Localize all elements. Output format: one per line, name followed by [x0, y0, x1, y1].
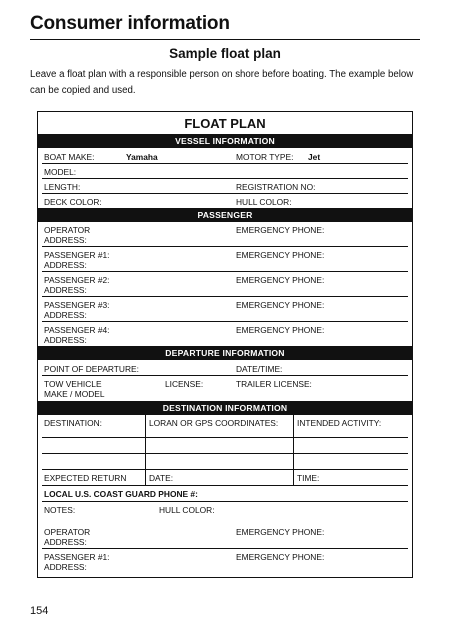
form-line — [42, 296, 408, 297]
second-operator-address-label: ADDRESS: — [44, 537, 87, 547]
notes-label: NOTES: — [44, 505, 76, 515]
table-divider — [145, 415, 146, 486]
form-line — [42, 453, 408, 454]
second-operator-emergency-label: EMERGENCY PHONE: — [236, 527, 325, 537]
hull-color-label: HULL COLOR: — [236, 197, 292, 207]
return-date-label: DATE: — [149, 473, 174, 483]
second-passenger-1-address-label: ADDRESS: — [44, 562, 87, 572]
passenger-2-emergency-label: EMERGENCY PHONE: — [236, 275, 325, 285]
passenger-bar: PASSENGER — [38, 208, 412, 222]
boat-make-value: Yamaha — [126, 152, 158, 162]
passenger-1-label: PASSENGER #1: — [44, 250, 110, 260]
form-line — [42, 437, 408, 438]
form-line — [42, 548, 408, 549]
point-of-departure-label: POINT OF DEPARTURE: — [44, 364, 139, 374]
second-passenger-1-label: PASSENGER #1: — [44, 552, 110, 562]
form-line — [42, 321, 408, 322]
passenger-1-address-label: ADDRESS: — [44, 260, 87, 270]
passenger-4-label: PASSENGER #4: — [44, 325, 110, 335]
passenger-1-emergency-label: EMERGENCY PHONE: — [236, 250, 325, 260]
coordinates-label: LORAN OR GPS COORDINATES: — [149, 418, 279, 428]
passenger-4-emergency-label: EMERGENCY PHONE: — [236, 325, 325, 335]
motor-type-value: Jet — [308, 152, 321, 162]
operator-emergency-label: EMERGENCY PHONE: — [236, 225, 325, 235]
float-plan-form — [37, 111, 413, 578]
form-line — [42, 246, 408, 247]
destination-label: DESTINATION: — [44, 418, 103, 428]
destination-info-bar: DESTINATION INFORMATION — [38, 401, 412, 415]
second-operator-label: OPERATOR — [44, 527, 91, 537]
form-line — [42, 178, 408, 179]
form-title: FLOAT PLAN — [184, 116, 266, 131]
passenger-4-address-label: ADDRESS: — [44, 335, 87, 345]
header-rule — [30, 39, 420, 40]
date-time-label: DATE/TIME: — [236, 364, 283, 374]
form-line — [42, 485, 408, 486]
passenger-3-emergency-label: EMERGENCY PHONE: — [236, 300, 325, 310]
form-line — [42, 501, 408, 502]
passenger-2-address-label: ADDRESS: — [44, 285, 87, 295]
form-line — [42, 469, 408, 470]
page-header: Consumer information — [30, 13, 230, 34]
boat-make-label: BOAT MAKE: — [44, 152, 95, 162]
form-line — [42, 193, 408, 194]
vessel-info-bar: VESSEL INFORMATION — [38, 134, 412, 148]
page-number: 154 — [30, 605, 49, 617]
trailer-license-label: TRAILER LICENSE: — [236, 379, 312, 389]
table-divider — [293, 415, 294, 486]
expected-return-label: EXPECTED RETURN — [44, 473, 127, 483]
notes-hull-color-label: HULL COLOR: — [159, 505, 215, 515]
intro-text: Leave a float plan with a responsible person on shore before boating. The example below can be copied and used. — [30, 69, 414, 96]
departure-info-bar: DEPARTURE INFORMATION — [38, 346, 412, 360]
model-label: MODEL: — [44, 167, 77, 177]
operator-label: OPERATOR — [44, 225, 91, 235]
operator-address-label: ADDRESS: — [44, 235, 87, 245]
make-model-label: MAKE / MODEL — [44, 389, 105, 399]
deck-color-label: DECK COLOR: — [44, 197, 102, 207]
motor-type-label: MOTOR TYPE: — [236, 152, 294, 162]
license-label: LICENSE: — [165, 379, 204, 389]
form-line — [42, 163, 408, 164]
form-line — [42, 375, 408, 376]
length-label: LENGTH: — [44, 182, 81, 192]
registration-label: REGISTRATION NO: — [236, 182, 316, 192]
intended-activity-label: INTENDED ACTIVITY: — [297, 418, 382, 428]
form-line — [42, 271, 408, 272]
passenger-3-label: PASSENGER #3: — [44, 300, 110, 310]
passenger-2-label: PASSENGER #2: — [44, 275, 110, 285]
second-passenger-1-emergency-label: EMERGENCY PHONE: — [236, 552, 325, 562]
passenger-3-address-label: ADDRESS: — [44, 310, 87, 320]
coast-guard-phone-label: LOCAL U.S. COAST GUARD PHONE #: — [44, 489, 198, 499]
tow-vehicle-label: TOW VEHICLE — [44, 379, 102, 389]
return-time-label: TIME: — [297, 473, 320, 483]
section-title: Sample float plan — [169, 46, 281, 61]
